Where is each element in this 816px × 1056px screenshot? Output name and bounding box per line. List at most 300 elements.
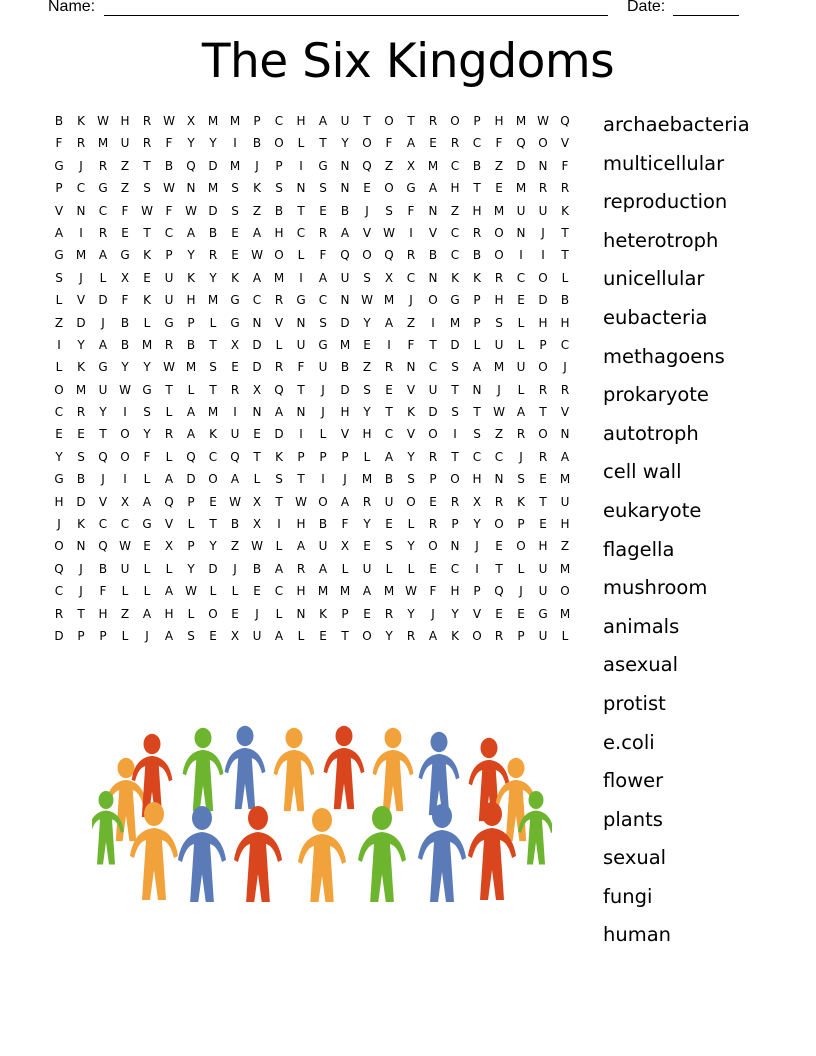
- grid-cell[interactable]: H: [494, 293, 504, 308]
- grid-cell[interactable]: F: [407, 203, 415, 218]
- grid-cell[interactable]: D: [538, 293, 548, 308]
- grid-cell[interactable]: I: [519, 248, 523, 263]
- grid-cell[interactable]: S: [275, 181, 283, 196]
- grid-cell[interactable]: J: [431, 606, 435, 621]
- grid-cell[interactable]: U: [538, 203, 548, 218]
- grid-cell[interactable]: M: [361, 472, 373, 487]
- grid-cell[interactable]: R: [296, 561, 306, 576]
- grid-cell[interactable]: E: [253, 427, 261, 442]
- grid-cell[interactable]: I: [541, 248, 545, 263]
- grid-cell[interactable]: E: [77, 427, 85, 442]
- grid-cell[interactable]: P: [473, 584, 481, 599]
- grid-cell[interactable]: L: [407, 561, 415, 576]
- grid-cell[interactable]: C: [120, 517, 130, 532]
- grid-cell[interactable]: K: [275, 449, 283, 464]
- grid-cell[interactable]: H: [472, 472, 482, 487]
- grid-cell[interactable]: O: [538, 427, 548, 442]
- grid-cell[interactable]: T: [363, 114, 371, 128]
- grid-cell[interactable]: A: [186, 225, 196, 240]
- grid-cell[interactable]: C: [318, 293, 328, 308]
- grid-cell[interactable]: X: [164, 539, 174, 554]
- grid-cell[interactable]: N: [472, 382, 482, 397]
- grid-cell[interactable]: B: [208, 225, 218, 240]
- grid-cell[interactable]: T: [561, 248, 569, 263]
- grid-cell[interactable]: L: [275, 606, 283, 621]
- grid-cell[interactable]: O: [428, 539, 438, 554]
- grid-cell[interactable]: T: [407, 114, 415, 128]
- grid-cell[interactable]: T: [319, 136, 327, 151]
- grid-cell[interactable]: T: [209, 337, 217, 352]
- grid-cell[interactable]: S: [231, 181, 239, 196]
- grid-cell[interactable]: C: [450, 248, 460, 263]
- grid-cell[interactable]: V: [472, 606, 482, 621]
- grid-cell[interactable]: A: [98, 248, 108, 263]
- grid-cell[interactable]: O: [362, 248, 372, 263]
- grid-cell[interactable]: D: [76, 315, 86, 330]
- grid-cell[interactable]: C: [450, 158, 460, 173]
- grid-cell[interactable]: U: [164, 293, 174, 308]
- grid-cell[interactable]: Z: [54, 315, 64, 330]
- grid-cell[interactable]: N: [296, 181, 306, 196]
- grid-cell[interactable]: S: [517, 472, 525, 487]
- grid-cell[interactable]: E: [143, 539, 151, 554]
- grid-cell[interactable]: A: [318, 114, 328, 128]
- grid-cell[interactable]: Y: [187, 561, 195, 576]
- grid-cell[interactable]: A: [274, 628, 284, 643]
- grid-cell[interactable]: K: [451, 270, 459, 285]
- grid-cell[interactable]: M: [515, 181, 527, 196]
- grid-cell[interactable]: P: [187, 494, 195, 509]
- grid-cell[interactable]: T: [495, 561, 503, 576]
- grid-cell[interactable]: L: [473, 337, 481, 352]
- grid-cell[interactable]: I: [57, 337, 61, 352]
- grid-cell[interactable]: B: [428, 248, 438, 263]
- grid-cell[interactable]: L: [143, 584, 151, 599]
- grid-cell[interactable]: Q: [186, 449, 196, 464]
- grid-cell[interactable]: N: [252, 315, 262, 330]
- grid-cell[interactable]: T: [77, 606, 85, 621]
- grid-cell[interactable]: B: [318, 517, 328, 532]
- grid-cell[interactable]: X: [230, 628, 240, 643]
- grid-cell[interactable]: J: [519, 584, 523, 599]
- grid-cell[interactable]: B: [560, 293, 570, 308]
- grid-cell[interactable]: K: [77, 114, 85, 128]
- grid-cell[interactable]: K: [77, 517, 85, 532]
- grid-cell[interactable]: X: [120, 494, 130, 509]
- grid-cell[interactable]: P: [55, 181, 63, 196]
- grid-cell[interactable]: A: [252, 270, 262, 285]
- grid-cell[interactable]: G: [450, 293, 460, 308]
- grid-cell[interactable]: M: [339, 337, 351, 352]
- grid-cell[interactable]: L: [55, 293, 63, 308]
- grid-cell[interactable]: A: [428, 628, 438, 643]
- date-blank-line[interactable]: [673, 15, 739, 16]
- grid-cell[interactable]: R: [274, 360, 284, 375]
- grid-cell[interactable]: T: [143, 158, 151, 173]
- grid-cell[interactable]: F: [385, 136, 393, 151]
- grid-cell[interactable]: Q: [340, 248, 350, 263]
- grid-cell[interactable]: Z: [120, 158, 130, 173]
- grid-cell[interactable]: B: [340, 360, 350, 375]
- grid-cell[interactable]: W: [163, 360, 175, 375]
- grid-cell[interactable]: Z: [362, 360, 372, 375]
- grid-cell[interactable]: V: [428, 225, 438, 240]
- grid-cell[interactable]: W: [119, 382, 131, 397]
- grid-cell[interactable]: G: [54, 472, 64, 487]
- grid-cell[interactable]: T: [99, 427, 107, 442]
- grid-cell[interactable]: H: [494, 114, 504, 128]
- grid-cell[interactable]: H: [296, 517, 306, 532]
- grid-cell[interactable]: H: [98, 606, 108, 621]
- grid-cell[interactable]: J: [541, 225, 545, 240]
- grid-cell[interactable]: W: [537, 114, 549, 128]
- grid-cell[interactable]: U: [318, 360, 328, 375]
- grid-cell[interactable]: N: [296, 315, 306, 330]
- grid-cell[interactable]: E: [517, 293, 525, 308]
- grid-cell[interactable]: P: [429, 472, 437, 487]
- grid-cell[interactable]: K: [143, 248, 151, 263]
- grid-cell[interactable]: V: [560, 136, 570, 151]
- grid-cell[interactable]: Y: [209, 136, 217, 151]
- grid-cell[interactable]: Q: [494, 584, 504, 599]
- grid-cell[interactable]: J: [255, 606, 259, 621]
- grid-cell[interactable]: K: [407, 405, 415, 420]
- grid-cell[interactable]: W: [361, 293, 373, 308]
- grid-cell[interactable]: Z: [494, 158, 504, 173]
- grid-cell[interactable]: Y: [407, 449, 415, 464]
- grid-cell[interactable]: A: [318, 270, 328, 285]
- grid-cell[interactable]: U: [230, 427, 240, 442]
- grid-cell[interactable]: Y: [363, 315, 371, 330]
- grid-cell[interactable]: S: [407, 472, 415, 487]
- grid-cell[interactable]: O: [538, 270, 548, 285]
- grid-cell[interactable]: A: [472, 360, 482, 375]
- grid-cell[interactable]: Y: [99, 405, 107, 420]
- grid-cell[interactable]: A: [164, 628, 174, 643]
- grid-cell[interactable]: Y: [473, 517, 481, 532]
- grid-cell[interactable]: L: [187, 382, 195, 397]
- grid-cell[interactable]: C: [76, 181, 86, 196]
- grid-cell[interactable]: L: [517, 315, 525, 330]
- grid-cell[interactable]: L: [253, 472, 261, 487]
- grid-cell[interactable]: N: [340, 181, 350, 196]
- grid-cell[interactable]: D: [208, 158, 218, 173]
- grid-cell[interactable]: E: [209, 628, 217, 643]
- grid-cell[interactable]: S: [385, 203, 393, 218]
- grid-cell[interactable]: E: [495, 181, 503, 196]
- grid-cell[interactable]: M: [493, 203, 505, 218]
- grid-cell[interactable]: C: [472, 449, 482, 464]
- grid-cell[interactable]: N: [406, 360, 416, 375]
- grid-cell[interactable]: A: [406, 136, 416, 151]
- grid-cell[interactable]: L: [209, 584, 217, 599]
- grid-cell[interactable]: L: [99, 270, 107, 285]
- grid-cell[interactable]: C: [54, 584, 64, 599]
- grid-cell[interactable]: W: [493, 405, 505, 420]
- grid-cell[interactable]: F: [407, 337, 415, 352]
- grid-cell[interactable]: M: [207, 293, 219, 308]
- grid-cell[interactable]: C: [98, 517, 108, 532]
- grid-cell[interactable]: I: [431, 315, 435, 330]
- grid-cell[interactable]: G: [142, 382, 152, 397]
- grid-cell[interactable]: O: [494, 248, 504, 263]
- grid-cell[interactable]: L: [561, 628, 569, 643]
- grid-cell[interactable]: Z: [494, 427, 504, 442]
- grid-cell[interactable]: O: [274, 248, 284, 263]
- grid-cell[interactable]: N: [340, 293, 350, 308]
- grid-cell[interactable]: N: [296, 405, 306, 420]
- grid-cell[interactable]: T: [473, 405, 481, 420]
- grid-cell[interactable]: O: [318, 494, 328, 509]
- grid-cell[interactable]: S: [143, 181, 151, 196]
- grid-cell[interactable]: G: [120, 248, 130, 263]
- grid-cell[interactable]: S: [187, 628, 195, 643]
- grid-cell[interactable]: J: [321, 405, 325, 420]
- grid-cell[interactable]: E: [539, 517, 547, 532]
- grid-cell[interactable]: Q: [164, 494, 174, 509]
- grid-cell[interactable]: S: [275, 472, 283, 487]
- grid-cell[interactable]: A: [274, 561, 284, 576]
- grid-cell[interactable]: S: [385, 539, 393, 554]
- grid-cell[interactable]: G: [406, 181, 416, 196]
- grid-cell[interactable]: T: [473, 181, 481, 196]
- grid-cell[interactable]: A: [362, 584, 372, 599]
- grid-cell[interactable]: Z: [120, 606, 130, 621]
- grid-cell[interactable]: K: [231, 270, 239, 285]
- grid-cell[interactable]: G: [318, 158, 328, 173]
- grid-cell[interactable]: E: [253, 584, 261, 599]
- grid-cell[interactable]: F: [143, 449, 151, 464]
- grid-cell[interactable]: R: [98, 158, 108, 173]
- grid-cell[interactable]: O: [494, 517, 504, 532]
- grid-cell[interactable]: R: [164, 337, 174, 352]
- grid-cell[interactable]: R: [274, 293, 284, 308]
- grid-cell[interactable]: J: [497, 382, 501, 397]
- grid-cell[interactable]: M: [317, 584, 329, 599]
- grid-cell[interactable]: L: [187, 517, 195, 532]
- grid-cell[interactable]: J: [563, 360, 567, 375]
- grid-cell[interactable]: W: [185, 584, 197, 599]
- grid-cell[interactable]: E: [429, 561, 437, 576]
- grid-cell[interactable]: O: [208, 472, 218, 487]
- grid-cell[interactable]: M: [383, 293, 395, 308]
- grid-cell[interactable]: M: [207, 114, 219, 128]
- grid-cell[interactable]: P: [187, 315, 195, 330]
- grid-cell[interactable]: R: [362, 494, 372, 509]
- grid-cell[interactable]: Y: [385, 628, 393, 643]
- grid-cell[interactable]: W: [163, 181, 175, 196]
- grid-cell[interactable]: Q: [560, 114, 570, 128]
- grid-cell[interactable]: D: [428, 405, 438, 420]
- grid-cell[interactable]: Q: [186, 158, 196, 173]
- grid-cell[interactable]: V: [98, 494, 108, 509]
- grid-cell[interactable]: G: [164, 315, 174, 330]
- grid-cell[interactable]: W: [97, 114, 109, 128]
- grid-cell[interactable]: O: [450, 114, 460, 128]
- grid-cell[interactable]: T: [561, 225, 569, 240]
- grid-cell[interactable]: H: [164, 606, 174, 621]
- grid-cell[interactable]: E: [517, 606, 525, 621]
- grid-cell[interactable]: X: [186, 114, 196, 128]
- grid-cell[interactable]: E: [143, 270, 151, 285]
- grid-cell[interactable]: W: [383, 225, 395, 240]
- grid-cell[interactable]: I: [123, 405, 127, 420]
- grid-cell[interactable]: T: [297, 203, 305, 218]
- grid-cell[interactable]: S: [451, 405, 459, 420]
- grid-cell[interactable]: O: [516, 539, 526, 554]
- grid-cell[interactable]: R: [318, 225, 328, 240]
- grid-cell[interactable]: C: [472, 136, 482, 151]
- grid-cell[interactable]: M: [75, 248, 87, 263]
- grid-cell[interactable]: M: [207, 181, 219, 196]
- grid-cell[interactable]: S: [143, 405, 151, 420]
- grid-cell[interactable]: Z: [384, 158, 394, 173]
- grid-cell[interactable]: K: [473, 270, 481, 285]
- grid-cell[interactable]: A: [142, 494, 152, 509]
- grid-cell[interactable]: D: [54, 628, 64, 643]
- grid-cell[interactable]: H: [472, 203, 482, 218]
- grid-cell[interactable]: W: [405, 584, 417, 599]
- grid-cell[interactable]: E: [55, 427, 63, 442]
- grid-cell[interactable]: D: [76, 494, 86, 509]
- grid-cell[interactable]: R: [230, 382, 240, 397]
- grid-cell[interactable]: C: [560, 337, 570, 352]
- grid-cell[interactable]: K: [77, 360, 85, 375]
- grid-cell[interactable]: J: [57, 517, 61, 532]
- grid-cell[interactable]: L: [297, 136, 305, 151]
- grid-cell[interactable]: U: [384, 494, 394, 509]
- grid-cell[interactable]: X: [340, 539, 350, 554]
- grid-cell[interactable]: P: [473, 315, 481, 330]
- grid-cell[interactable]: W: [185, 203, 197, 218]
- grid-cell[interactable]: T: [539, 494, 547, 509]
- grid-cell[interactable]: S: [363, 382, 371, 397]
- grid-cell[interactable]: J: [233, 561, 237, 576]
- grid-cell[interactable]: W: [163, 114, 175, 128]
- grid-cell[interactable]: L: [561, 270, 569, 285]
- grid-cell[interactable]: Y: [209, 539, 217, 554]
- grid-cell[interactable]: P: [77, 628, 85, 643]
- grid-cell[interactable]: M: [229, 114, 241, 128]
- grid-cell[interactable]: O: [406, 494, 416, 509]
- grid-cell[interactable]: V: [406, 382, 416, 397]
- grid-cell[interactable]: E: [363, 606, 371, 621]
- grid-cell[interactable]: O: [120, 427, 130, 442]
- grid-cell[interactable]: Q: [98, 449, 108, 464]
- grid-cell[interactable]: L: [165, 561, 173, 576]
- grid-cell[interactable]: M: [449, 315, 461, 330]
- grid-cell[interactable]: M: [229, 158, 241, 173]
- grid-cell[interactable]: U: [252, 628, 262, 643]
- grid-cell[interactable]: R: [494, 628, 504, 643]
- grid-cell[interactable]: P: [451, 517, 459, 532]
- grid-cell[interactable]: V: [362, 225, 372, 240]
- grid-cell[interactable]: D: [516, 158, 526, 173]
- grid-cell[interactable]: O: [208, 606, 218, 621]
- grid-cell[interactable]: S: [319, 181, 327, 196]
- grid-cell[interactable]: R: [406, 248, 416, 263]
- grid-cell[interactable]: P: [539, 337, 547, 352]
- grid-cell[interactable]: P: [297, 449, 305, 464]
- grid-cell[interactable]: M: [207, 405, 219, 420]
- grid-cell[interactable]: R: [428, 114, 438, 128]
- grid-cell[interactable]: E: [231, 225, 239, 240]
- grid-cell[interactable]: H: [362, 427, 372, 442]
- grid-cell[interactable]: R: [76, 405, 86, 420]
- grid-cell[interactable]: L: [121, 584, 129, 599]
- grid-cell[interactable]: Y: [363, 517, 371, 532]
- grid-cell[interactable]: T: [451, 449, 459, 464]
- grid-cell[interactable]: I: [299, 158, 303, 173]
- grid-cell[interactable]: R: [406, 628, 416, 643]
- grid-cell[interactable]: I: [79, 225, 83, 240]
- grid-cell[interactable]: F: [99, 584, 107, 599]
- grid-cell[interactable]: B: [120, 315, 130, 330]
- grid-cell[interactable]: U: [428, 382, 438, 397]
- grid-cell[interactable]: W: [229, 494, 241, 509]
- grid-cell[interactable]: W: [251, 539, 263, 554]
- grid-cell[interactable]: U: [538, 584, 548, 599]
- grid-cell[interactable]: H: [296, 584, 306, 599]
- grid-cell[interactable]: O: [428, 427, 438, 442]
- grid-cell[interactable]: R: [494, 494, 504, 509]
- grid-cell[interactable]: J: [79, 158, 83, 173]
- grid-cell[interactable]: Z: [252, 203, 262, 218]
- grid-cell[interactable]: L: [165, 449, 173, 464]
- grid-cell[interactable]: R: [142, 136, 152, 151]
- grid-cell[interactable]: L: [143, 561, 151, 576]
- grid-cell[interactable]: T: [253, 449, 261, 464]
- grid-cell[interactable]: V: [406, 427, 416, 442]
- grid-cell[interactable]: D: [252, 360, 262, 375]
- grid-cell[interactable]: A: [384, 315, 394, 330]
- grid-cell[interactable]: R: [560, 181, 570, 196]
- grid-cell[interactable]: F: [55, 136, 63, 151]
- grid-cell[interactable]: E: [385, 517, 393, 532]
- grid-cell[interactable]: G: [538, 606, 548, 621]
- grid-cell[interactable]: B: [472, 158, 482, 173]
- grid-cell[interactable]: U: [538, 561, 548, 576]
- grid-cell[interactable]: J: [79, 561, 83, 576]
- grid-cell[interactable]: Q: [98, 539, 108, 554]
- grid-cell[interactable]: L: [363, 449, 371, 464]
- grid-cell[interactable]: P: [187, 539, 195, 554]
- grid-cell[interactable]: N: [560, 427, 570, 442]
- grid-cell[interactable]: U: [560, 494, 570, 509]
- grid-cell[interactable]: Y: [143, 360, 151, 375]
- grid-cell[interactable]: A: [164, 472, 174, 487]
- grid-cell[interactable]: Y: [363, 405, 371, 420]
- grid-cell[interactable]: P: [473, 114, 481, 128]
- grid-cell[interactable]: O: [54, 539, 64, 554]
- grid-cell[interactable]: Y: [407, 606, 415, 621]
- grid-cell[interactable]: R: [450, 494, 460, 509]
- grid-cell[interactable]: A: [164, 584, 174, 599]
- grid-cell[interactable]: A: [340, 494, 350, 509]
- grid-cell[interactable]: N: [494, 472, 504, 487]
- grid-cell[interactable]: E: [319, 203, 327, 218]
- grid-cell[interactable]: R: [54, 606, 64, 621]
- grid-cell[interactable]: U: [120, 561, 130, 576]
- grid-cell[interactable]: K: [517, 494, 525, 509]
- grid-cell[interactable]: R: [428, 449, 438, 464]
- grid-cell[interactable]: L: [231, 584, 239, 599]
- grid-cell[interactable]: Y: [121, 360, 129, 375]
- grid-cell[interactable]: O: [362, 136, 372, 151]
- grid-cell[interactable]: I: [387, 337, 391, 352]
- grid-cell[interactable]: C: [54, 405, 64, 420]
- grid-cell[interactable]: J: [519, 449, 523, 464]
